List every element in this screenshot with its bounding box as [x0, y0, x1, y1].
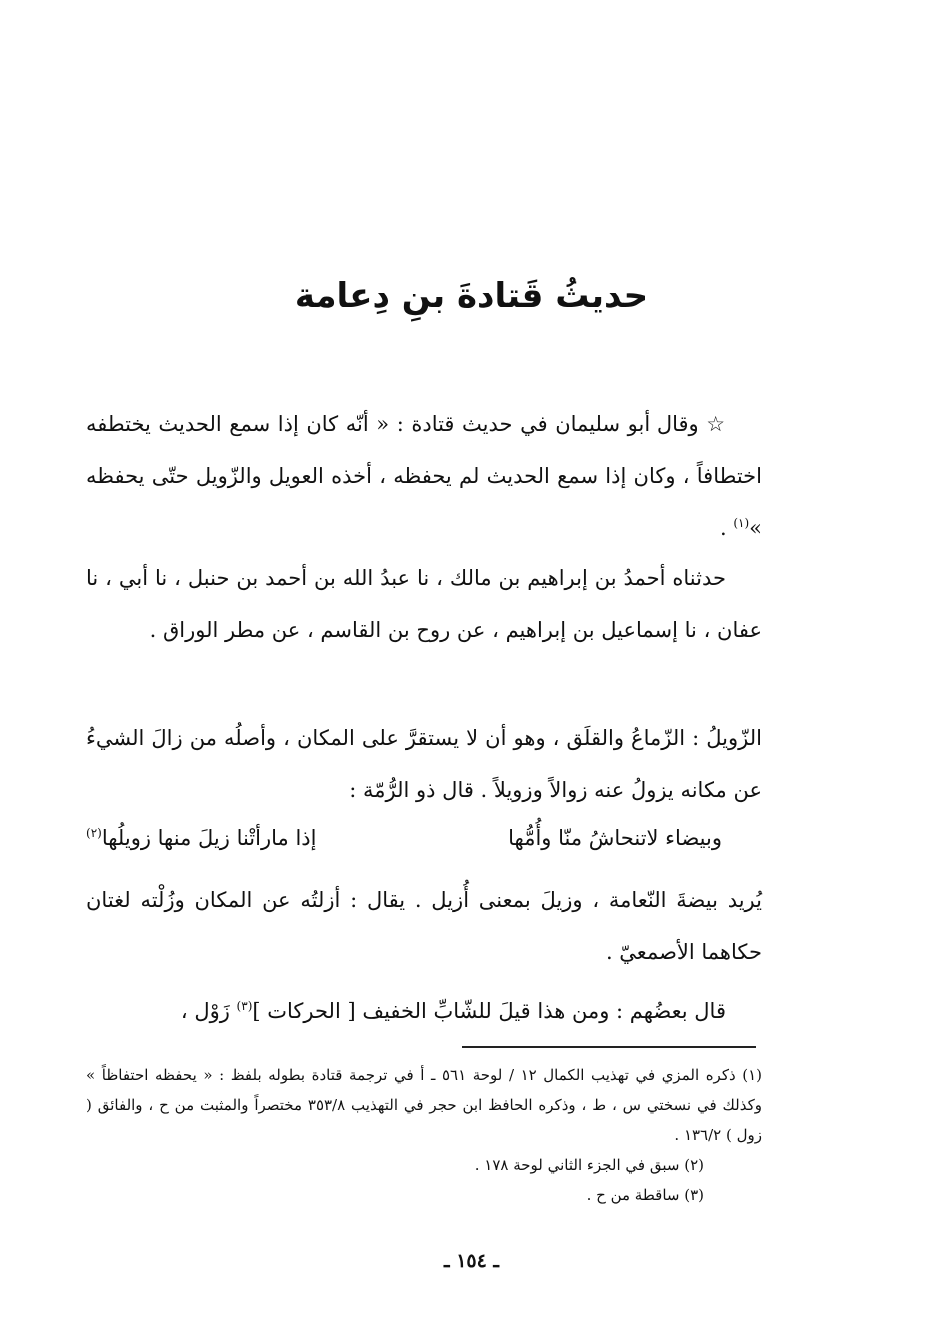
page-number: ـ ١٥٤ ـ [444, 1250, 499, 1272]
footnote-ref-3: (٣) [236, 999, 253, 1013]
star-icon: ☆ [706, 412, 726, 436]
verse-first-hemistich: وبيضاء لاتنحاشُ منّا وأُمُّها [508, 826, 722, 850]
footnotes [86, 1060, 762, 1210]
footnote-1: (١) ذكره المزي في تهذيب الكمال ١٢ / لوحة ٥٦١ ـ أ في ترجمة قتادة بطوله بلفظ : « يحفظه احتفاظاً » وكذلك في نسختي س ، ط ، وذكره الحافظ ابن حجر في التهذيب ٣٥٣/٨ مختصراً والمثبت من ح ، والفائق ( زول ) ١٣٦/٢ . [86, 1066, 762, 1144]
footnote-2: (٢) سبق في الجزء الثاني لوحة ١٧٨ . [474, 1156, 704, 1174]
poetry-verse [86, 812, 762, 864]
paragraph-continuation [86, 985, 762, 1037]
chapter-title: حديثُ قَتادةَ بنِ دِعامة [294, 276, 649, 316]
paragraph-meaning: يُريد بيضةَ النّعامة ، وزيلَ بمعنى أُزيل . يقال : أزلتُه عن المكان وزُلْته لغتان حكاهما الأصمعيّ . [86, 888, 762, 964]
paragraph-text-end: زَوْل ، [180, 999, 237, 1023]
paragraph-isnad: حدثناه أحمدُ بن إبراهيم بن مالك ، نا عبدُ الله بن أحمد بن حنبل ، نا أبي ، نا عفان ، نا إسماعيل بن إبراهيم ، عن روح بن القاسم ، عن مطر الوراق . [86, 566, 762, 642]
paragraph-text: وقال أبو سليمان في حديث قتادة : « أنّه كان إذا سمع الحديث يختطفه اختطافاً ، وكان إذا سمع الحديث لم يحفظه ، أخذه العويل والزّويل حتّى يحفظه » [86, 412, 762, 540]
footnote-ref-1: (١) [733, 516, 750, 530]
paragraph-end: . [719, 516, 734, 540]
paragraph-text: قال بعضُهم : ومن هذا قيلَ للشّابِّ الخفيف [ الحركات ] [252, 999, 726, 1023]
paragraph-explanation: الزّويلُ : الزّماعُ والقلَق ، وهو أن لا يستقرَّ على المكان ، وأصلُه من زالَ الشيءُ عن مكانه يزولُ عنه زوالاً وزويلاً . قال ذو الرُّمّة : [86, 726, 762, 802]
paragraph-hadith [86, 398, 762, 554]
footnote-divider [462, 1046, 756, 1048]
footnote-3: (٣) ساقطة من ح . [586, 1186, 704, 1204]
verse-text: إذا مارأتْنا زيلَ منها زويلُها [101, 826, 317, 850]
verse-second-hemistich [86, 812, 316, 864]
footnote-ref-2: (٢) [86, 826, 102, 840]
